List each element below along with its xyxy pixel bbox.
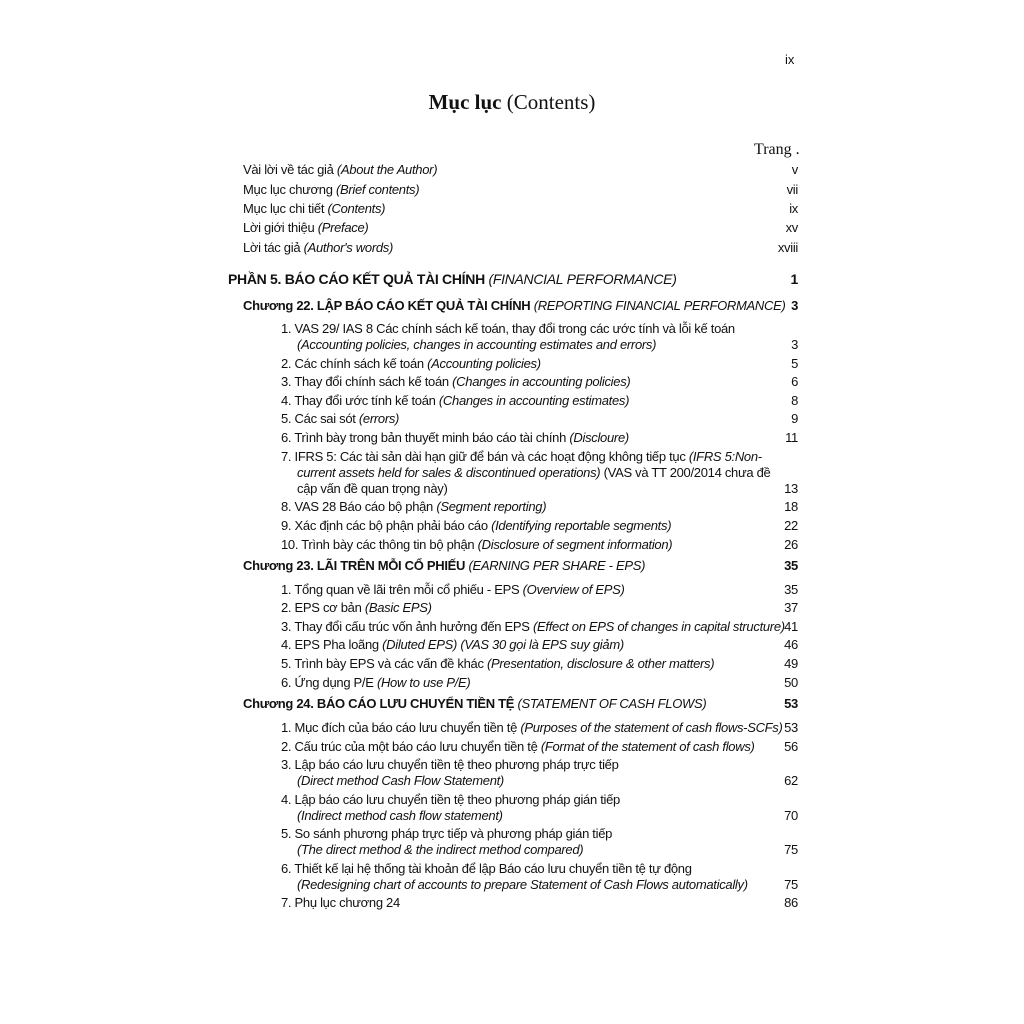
chapter-vi: Chương 23. LÃI TRÊN MỖI CỔ PHIẾU	[243, 558, 469, 573]
section-vi: 5. Trình bày EPS và các vấn đề khác	[281, 656, 487, 671]
entry-page: vii	[786, 182, 798, 197]
chapter-page: 35	[784, 558, 798, 573]
part-en: (FINANCIAL PERFORMANCE)	[488, 271, 677, 287]
section-en: (Discloure)	[569, 430, 629, 445]
section-page: 5	[791, 356, 798, 371]
section-page: 41	[784, 619, 798, 634]
section-page: 37	[784, 600, 798, 615]
section-line: (The direct method & the indirect method compared)	[297, 842, 584, 857]
section-vi: 7. IFRS 5: Các tài sản dài hạn giữ để bán và các hoạt động không tiếp tục	[281, 449, 689, 464]
title-en: (Contents)	[506, 90, 596, 114]
section-page: 9	[791, 411, 798, 426]
section-page: 46	[784, 637, 798, 652]
section-vi: 3. Thay đổi cấu trúc vốn ảnh hưởng đến EPS	[281, 619, 533, 634]
section-line: 1. VAS 29/ IAS 8 Các chính sách kế toán, thay đổi trong các ước tính và lỗi kế toán	[281, 321, 735, 336]
section-page: 56	[784, 739, 798, 754]
section-en: (Basic EPS)	[364, 600, 432, 615]
page-number: ix	[785, 52, 795, 67]
section-page: 53	[784, 720, 798, 735]
section-en: (How to use P/E)	[376, 675, 471, 690]
section-vi: (VAS và TT 200/2014 chưa đề	[600, 465, 771, 480]
section-en: (Changes in accounting policies)	[452, 374, 631, 389]
entry-en: (Author's words)	[303, 240, 394, 255]
section-page: 11	[785, 430, 798, 445]
section-line: (Indirect method cash flow statement)	[297, 808, 503, 823]
section-vi: 6. Trình bày trong bản thuyết minh báo cáo tài chính	[281, 430, 570, 445]
section-page: 8	[791, 393, 798, 408]
section-vi: 4. Thay đổi ước tính kế toán	[281, 393, 439, 408]
section-line: 3. Lập báo cáo lưu chuyển tiền tệ theo phương pháp trực tiếp	[281, 757, 619, 772]
section-en: (Identifying reportable segments)	[491, 518, 672, 533]
section-vi: 7. Phụ lục chương 24	[281, 895, 400, 910]
section-line: cập vấn đề quan trọng này)	[297, 481, 448, 496]
entry-vi: Vài lời về tác giả	[243, 162, 337, 177]
section-vi: 10. Trình bày các thông tin bộ phận	[281, 537, 478, 552]
section-en: (errors)	[358, 411, 400, 426]
section-en: (Changes in accounting estimates)	[438, 393, 630, 408]
section-line: (Redesigning chart of accounts to prepare Statement of Cash Flows automatically)	[297, 877, 748, 892]
section-line: 6. Thiết kế lại hệ thống tài khoản để lập Báo cáo lưu chuyển tiền tệ tự động	[281, 861, 692, 876]
section-vi: 2. EPS cơ bản	[281, 600, 365, 615]
entry-en: (Brief contents)	[335, 182, 420, 197]
section-vi: 1. Mục đích của báo cáo lưu chuyển tiền tệ	[281, 720, 521, 735]
section-en: (Purposes of the statement of cash flows-SCFs)	[520, 720, 783, 735]
page-title	[0, 90, 1024, 115]
entry-page: v	[791, 162, 798, 177]
section-line: 5. So sánh phương pháp trực tiếp và phương pháp gián tiếp	[281, 826, 613, 841]
section-en: (Accounting policies)	[427, 356, 541, 371]
section-vi: 8. VAS 28 Báo cáo bộ phận	[281, 499, 437, 514]
section-page: 75	[784, 842, 798, 857]
entry-vi: Lời tác giả	[243, 240, 304, 255]
entry-page: xv	[785, 220, 798, 235]
section-page: 35	[784, 582, 798, 597]
section-page: 62	[784, 773, 798, 788]
entry-page: xviii	[777, 240, 798, 255]
section-vi: 2. Cấu trúc của một báo cáo lưu chuyển tiền tệ	[281, 739, 541, 754]
section-page: 75	[784, 877, 798, 892]
section-page: 18	[784, 499, 798, 514]
section-en: (Disclosure of segment information)	[477, 537, 673, 552]
section-vi: 9. Xác định các bộ phận phải báo cáo	[281, 518, 492, 533]
entry-en: (Preface)	[317, 220, 369, 235]
section-page: 6	[791, 374, 798, 389]
section-vi: 3. Thay đổi chính sách kế toán	[281, 374, 453, 389]
section-en: (Presentation, disclosure & other matters)	[487, 656, 715, 671]
title-vi: Mục lục	[428, 90, 502, 114]
entry-vi: Lời giới thiệu	[243, 220, 318, 235]
section-page: 26	[784, 537, 798, 552]
chapter-vi: Chương 24. BÁO CÁO LƯU CHUYỂN TIỀN TỆ	[243, 696, 518, 711]
part-vi: PHẦN 5. BÁO CÁO KẾT QUẢ TÀI CHÍNH	[228, 271, 489, 287]
section-en: (Effect on EPS of changes in capital structure)	[532, 619, 785, 634]
chapter-vi: Chương 22. LẬP BÁO CÁO KẾT QUẢ TÀI CHÍNH	[243, 298, 534, 313]
section-page: 49	[784, 656, 798, 671]
chapter-page: 53	[784, 696, 798, 711]
section-en: (IFRS 5:Non-	[688, 449, 762, 464]
section-line: (Direct method Cash Flow Statement)	[297, 773, 504, 788]
entry-vi: Mục lục chi tiết	[243, 201, 328, 216]
entry-en: (About the Author)	[336, 162, 438, 177]
section-vi: 4. EPS Pha loãng	[281, 637, 383, 652]
chapter-en: (EARNING PER SHARE - EPS)	[468, 558, 646, 573]
page-column-label: Trang .	[754, 141, 800, 158]
section-line: (Accounting policies, changes in accounting estimates and errors)	[297, 337, 657, 352]
section-en: (Overview of EPS)	[522, 582, 625, 597]
section-en: (Diluted EPS) (VAS 30 gọi là EPS suy giảm)	[382, 637, 624, 652]
section-page: 3	[791, 337, 798, 352]
section-en: (Segment reporting)	[436, 499, 547, 514]
section-vi: 6. Ứng dụng P/E	[281, 675, 377, 690]
section-vi: 1. Tổng quan về lãi trên mỗi cổ phiếu - EPS	[281, 582, 523, 597]
section-vi: 5. Các sai sót	[281, 411, 359, 426]
entry-vi: Mục lục chương	[243, 182, 336, 197]
section-page: 86	[784, 895, 798, 910]
section-page: 70	[784, 808, 798, 823]
section-vi: 2. Các chính sách kế toán	[281, 356, 428, 371]
section-en: current assets held for sales & discontinued operations)	[297, 465, 601, 480]
section-en: (Format of the statement of cash flows)	[540, 739, 755, 754]
part-page: 1	[790, 271, 798, 287]
section-page: 13	[784, 481, 798, 496]
section-page: 22	[784, 518, 798, 533]
section-line: 4. Lập báo cáo lưu chuyển tiền tệ theo phương pháp gián tiếp	[281, 792, 620, 807]
chapter-en: (STATEMENT OF CASH FLOWS)	[517, 696, 707, 711]
chapter-page: 3	[791, 298, 798, 313]
section-page: 50	[784, 675, 798, 690]
entry-en: (Contents)	[327, 201, 386, 216]
entry-page: ix	[789, 201, 798, 216]
chapter-en: (REPORTING FINANCIAL PERFORMANCE)	[533, 298, 786, 313]
